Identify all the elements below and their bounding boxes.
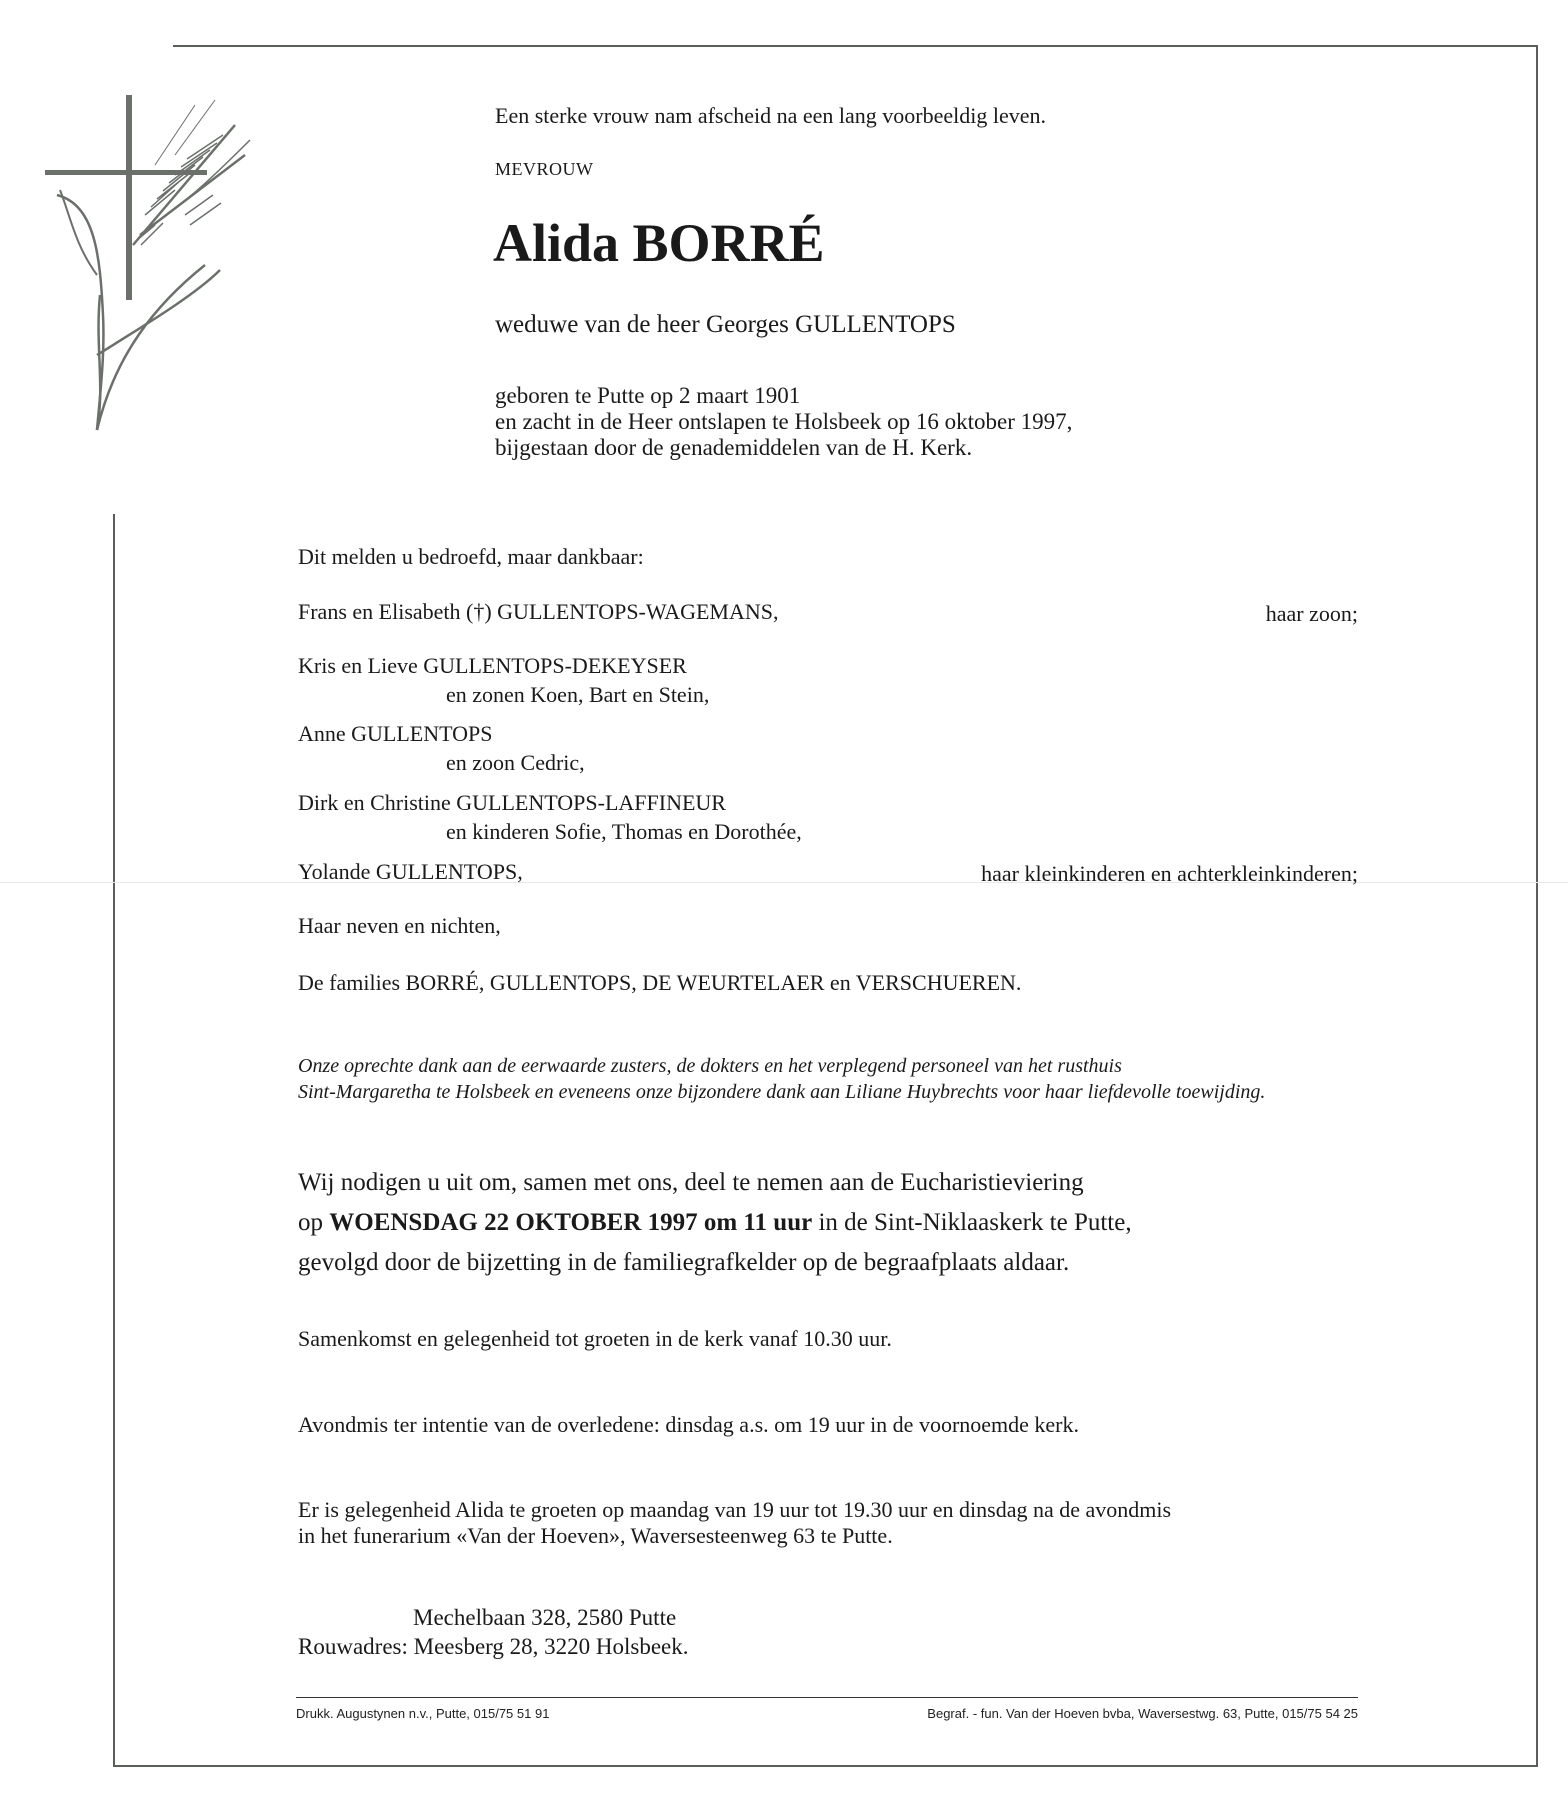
thanks-line-1: Onze oprechte dank aan de eerwaarde zusters, de dokters en het verplegend personeel van het rusthuis (298, 1055, 1122, 1077)
invitation-block (298, 1163, 1132, 1283)
invitation-line-3: gevolgd door de bijzetting in de familiegrafkelder op de begraafplaats aldaar. (298, 1249, 1070, 1276)
thanks-block (298, 1053, 1265, 1105)
address-line-2: Meesberg 28, 3220 Holsbeek. (413, 1634, 689, 1659)
service-date-time: WOENSDAG 22 OKTOBER 1997 om 11 uur (329, 1209, 813, 1236)
grandchild-1-children: en zonen Koen, Bart en Stein, (446, 682, 710, 707)
announcement: Dit melden u bedroefd, maar dankbaar: (298, 544, 644, 569)
invitation-line-2 (298, 1203, 1132, 1243)
footer-rule (296, 1697, 1358, 1698)
grandchild-3-name: Dirk en Christine GULLENTOPS-LAFFINEUR (298, 790, 726, 815)
invitation-prefix: op (298, 1209, 330, 1236)
cross-icon (45, 95, 207, 300)
frame-bottom-border (113, 1765, 1538, 1767)
relatives: Haar neven en nichten, (298, 913, 501, 938)
son-relation: haar zoon; (1265, 601, 1358, 626)
invitation-location: in de Sint-Niklaaskerk te Putte, (812, 1209, 1132, 1236)
deceased-name: Alida BORRÉ (493, 213, 825, 273)
families: De families BORRÉ, GULLENTOPS, DE WEURTELAER en VERSCHUEREN. (298, 970, 1022, 995)
evening-mass-text: Avondmis ter intentie van de overledene: dinsdag a.s. om 19 uur in de voornoemde kerk. (298, 1412, 1079, 1437)
widow-of: weduwe van de heer Georges GULLENTOPS (495, 311, 956, 338)
cross-and-wheat-emblem (45, 95, 285, 475)
gathering-text: Samenkomst en gelegenheid tot groeten in de kerk vanaf 10.30 uur. (298, 1326, 892, 1351)
invitation-line-1: Wij nodigen u uit om, samen met ons, deel te nemen aan de Eucharistieviering (298, 1169, 1084, 1196)
frame-left-border (113, 514, 115, 1767)
birth-line: geboren te Putte op 2 maart 1901 (495, 383, 801, 408)
sacraments-line: bijgestaan door de genademiddelen van de H. Kerk. (495, 435, 973, 460)
grandchild-3-children: en kinderen Sofie, Thomas en Dorothée, (446, 819, 802, 844)
salutation: MEVROUW (495, 159, 594, 179)
intro-text: Een sterke vrouw nam afscheid na een lang voorbeeldig leven. (495, 103, 1047, 128)
thanks-line-2: Sint-Margaretha te Holsbeek en eveneens onze bijzondere dank aan Liliane Huybrechts voor haar liefdevolle toewijding. (298, 1081, 1266, 1103)
son-name: Frans en Elisabeth (†) GULLENTOPS-WAGEMANS, (298, 599, 779, 624)
grandchild-2-children: en zoon Cedric, (446, 750, 585, 775)
grandchild-4-name: Yolande GULLENTOPS, (298, 859, 523, 884)
frame-right-border (1536, 45, 1538, 1765)
grandchild-2-name: Anne GULLENTOPS (298, 721, 493, 746)
visitation-line-1: Er is gelegenheid Alida te groeten op maandag van 19 uur tot 19.30 uur en dinsdag na de avondmis (298, 1497, 1172, 1522)
wheat-ear-icon (57, 100, 250, 430)
address-label: Rouwadres: (298, 1634, 408, 1659)
visitation-block (298, 1497, 1171, 1549)
mourning-address (298, 1603, 689, 1661)
birth-death-block (495, 383, 1072, 461)
address-line-1: Mechelbaan 328, 2580 Putte (413, 1605, 677, 1630)
undertaker-credit: Begraf. - fun. Van der Hoeven bvba, Waversestwg. 63, Putte, 015/75 54 25 (927, 1706, 1358, 1721)
frame-top-border (173, 45, 1538, 47)
visitation-line-2: in het funerarium «Van der Hoeven», Waversesteenweg 63 te Putte. (298, 1523, 893, 1548)
printer-credit: Drukk. Augustynen n.v., Putte, 015/75 51 91 (296, 1706, 550, 1721)
grandchildren-relation: haar kleinkinderen en achterkleinkinderen; (981, 861, 1358, 886)
grandchild-1-name: Kris en Lieve GULLENTOPS-DEKEYSER (298, 653, 687, 678)
death-line: en zacht in de Heer ontslapen te Holsbeek op 16 oktober 1997, (495, 409, 1073, 434)
